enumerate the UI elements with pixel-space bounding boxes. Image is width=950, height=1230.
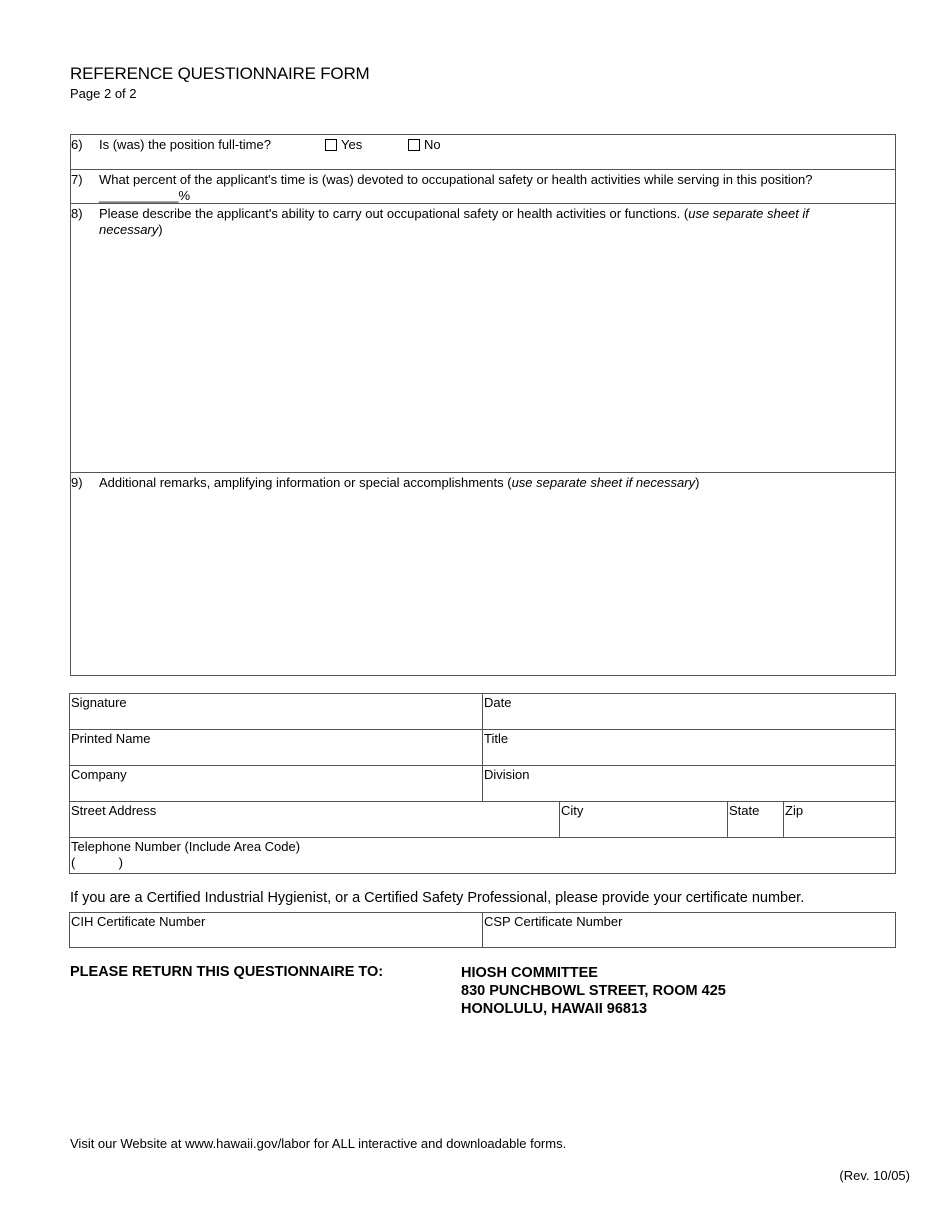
cih-label: CIH Certificate Number	[71, 914, 206, 929]
zip-label: Zip	[785, 803, 804, 818]
question-text	[99, 172, 867, 204]
question-7-text: What percent of the applicant's time is (was) devoted to occupational safety or health activities while serving in this position?	[99, 172, 813, 187]
question-8-note: use separate sheet if necessary	[99, 206, 809, 237]
certificate-block	[69, 912, 896, 948]
revision-date: (Rev. 10/05)	[839, 1168, 910, 1183]
cih-certificate-field[interactable]	[70, 913, 483, 947]
telephone-field[interactable]	[70, 838, 895, 873]
no-option[interactable]	[408, 137, 441, 152]
date-field[interactable]	[483, 694, 895, 730]
website-note: Visit our Website at www.hawaii.gov/labor for ALL interactive and downloadable forms.	[70, 1136, 567, 1151]
question-6	[71, 135, 895, 170]
question-number: 7)	[71, 172, 83, 187]
question-text: Is (was) the position full-time?	[99, 137, 271, 152]
question-number: 8)	[71, 206, 83, 221]
return-address-line1: HIOSH COMMITTEE	[461, 965, 598, 981]
yes-option[interactable]	[325, 137, 362, 152]
csp-certificate-field[interactable]	[483, 913, 895, 947]
printed-name-label: Printed Name	[71, 731, 151, 746]
signature-block	[69, 693, 896, 874]
yes-checkbox[interactable]	[325, 139, 337, 151]
signature-label: Signature	[71, 695, 127, 710]
question-number: 9)	[71, 475, 83, 490]
return-address-line3: HONOLULU, HAWAII 96813	[461, 1001, 648, 1017]
page-number: Page 2 of 2	[70, 86, 137, 101]
title-field[interactable]	[483, 730, 895, 766]
date-label: Date	[484, 695, 512, 710]
printed-name-field[interactable]	[70, 730, 483, 766]
certificate-instructions: If you are a Certified Industrial Hygienist, or a Certified Safety Professional, please provide your certificate number.	[70, 890, 805, 906]
city-label: City	[561, 803, 584, 818]
question-text	[99, 206, 867, 238]
question-8	[71, 204, 895, 473]
question-9	[71, 473, 895, 675]
form-title: REFERENCE QUESTIONNAIRE FORM	[70, 64, 370, 83]
city-field[interactable]	[560, 802, 728, 838]
telephone-label: Telephone Number (Include Area Code)	[71, 839, 301, 854]
street-address-field[interactable]	[70, 802, 560, 838]
csp-label: CSP Certificate Number	[484, 914, 623, 929]
yes-label: Yes	[341, 137, 363, 152]
question-9-close: )	[695, 475, 700, 490]
street-label: Street Address	[71, 803, 157, 818]
zip-field[interactable]	[784, 802, 895, 838]
no-label: No	[424, 137, 441, 152]
title-label: Title	[484, 731, 509, 746]
company-label: Company	[71, 767, 127, 782]
signature-field[interactable]	[70, 694, 483, 730]
question-8-text: Please describe the applicant's ability to carry out occupational safety or health activities or functions. (	[99, 206, 689, 221]
division-label: Division	[484, 767, 530, 782]
company-field[interactable]	[70, 766, 483, 802]
question-9-text: Additional remarks, amplifying information or special accomplishments (	[99, 475, 512, 490]
state-field[interactable]	[728, 802, 784, 838]
state-label: State	[729, 803, 760, 818]
no-checkbox[interactable]	[408, 139, 420, 151]
question-number: 6)	[71, 137, 83, 152]
return-address	[461, 964, 726, 1018]
question-7	[71, 170, 895, 204]
area-code-parens: ( )	[71, 855, 123, 870]
return-address-line2: 830 PUNCHBOWL STREET, ROOM 425	[461, 983, 726, 999]
return-label: PLEASE RETURN THIS QUESTIONNAIRE TO:	[70, 964, 384, 980]
question-8-close: )	[158, 222, 163, 237]
question-9-note: use separate sheet if necessary	[511, 475, 696, 490]
percent-field[interactable]: ___________%	[99, 188, 191, 203]
division-field[interactable]	[483, 766, 895, 802]
question-text	[99, 475, 867, 491]
questions-box	[70, 134, 896, 676]
